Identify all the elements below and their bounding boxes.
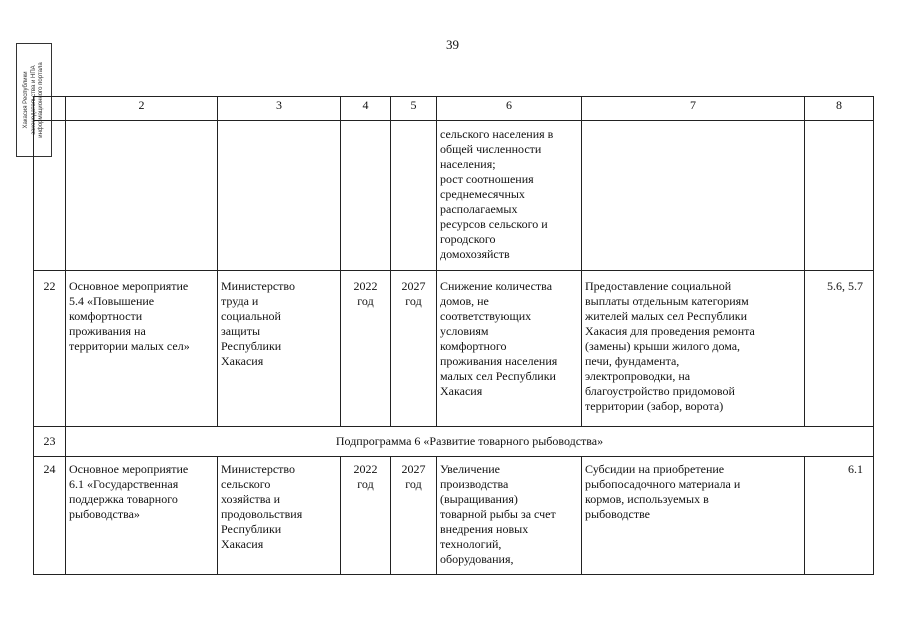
executor-cell: Министерство сельского хозяйства и продовольствия Республики Хакасия xyxy=(218,457,341,575)
start-year-cell: 2022 год xyxy=(341,457,391,575)
table-row-22 xyxy=(34,271,874,427)
result-cell: Снижение количества домов, не соответствующих условиям комфортного проживания населения малых сел Республики Хакасия xyxy=(437,271,582,427)
stamp-line: информационного портала xyxy=(37,62,44,138)
stamp-line: Хакасия Республики xyxy=(22,71,29,129)
description-cell: Предоставление социальной выплаты отдельным категориям жителей малых сел Республики Хакасия для проведения ремонта (замены) крыши жилого дома, печи, фундамента, электропроводки, на благоустройство придомовой территории (забор, ворота) xyxy=(582,271,805,427)
executor-cell: Министерство труда и социальной защиты Республики Хакасия xyxy=(218,271,341,427)
row-number: 23 xyxy=(34,427,66,457)
end-year-cell: 2027 год xyxy=(391,457,437,575)
header-cell-8: 8 xyxy=(805,97,874,121)
subprogram-title: Подпрограмма 6 «Развитие товарного рыбоводства» xyxy=(66,427,874,457)
column-number-header xyxy=(34,97,874,121)
activity-cell: Основное мероприятие 6.1 «Государственная поддержка товарного рыбоводства» xyxy=(66,457,218,575)
header-cell-7: 7 xyxy=(582,97,805,121)
page-number: 39 xyxy=(446,37,459,52)
header-cell-5: 5 xyxy=(391,97,437,121)
result-cell: Увеличение производства (выращивания) товарной рыбы за счет внедрения новых технологий, оборудования, xyxy=(437,457,582,575)
indicator-link-cell: 5.6, 5.7 xyxy=(805,271,874,427)
row-number: 24 xyxy=(34,457,66,575)
description-cell: Субсидии на приобретение рыбопосадочного материала и кормов, используемых в рыбоводстве xyxy=(582,457,805,575)
end-year-cell: 2027 год xyxy=(391,271,437,427)
start-year-cell: 2022 год xyxy=(341,271,391,427)
indicator-cell: сельского населения в общей численности населения; рост соотношения среднемесячных располагаемых ресурсов сельского и городского домохозяйств xyxy=(437,121,582,271)
program-table xyxy=(33,96,874,575)
header-cell-1 xyxy=(34,97,66,121)
activity-cell: Основное мероприятие 5.4 «Повышение комфортности проживания на территории малых сел» xyxy=(66,271,218,427)
table-row-23 xyxy=(34,427,874,457)
stamp-line: законодательства и НПА xyxy=(30,65,37,135)
header-cell-6: 6 xyxy=(437,97,582,121)
table-row-24 xyxy=(34,457,874,575)
header-cell-2: 2 xyxy=(66,97,218,121)
table-row-continuation xyxy=(34,121,874,271)
indicator-link-cell: 6.1 xyxy=(805,457,874,575)
header-cell-3: 3 xyxy=(218,97,341,121)
row-number: 22 xyxy=(34,271,66,427)
header-cell-4: 4 xyxy=(341,97,391,121)
